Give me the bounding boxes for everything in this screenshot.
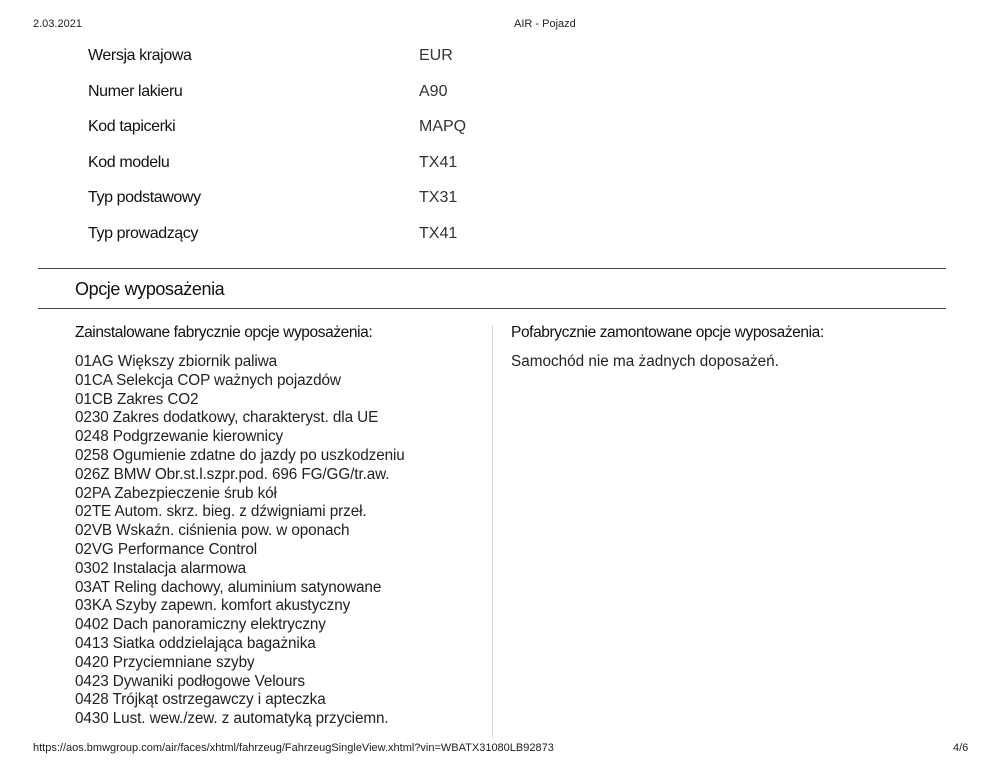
aftermarket-options-heading: Pofabrycznie zamontowane opcje wyposażenia: — [511, 324, 824, 341]
spec-value: TX41 — [419, 224, 458, 242]
spec-row-paint-number — [88, 74, 688, 110]
print-date: 2.03.2021 — [33, 18, 82, 30]
option-item: 0413 Siatka oddzielająca bagażnika — [75, 634, 316, 652]
factory-options-heading: Zainstalowane fabrycznie opcje wyposażenia: — [75, 324, 373, 341]
spec-row-base-type — [88, 180, 688, 216]
spec-value: MAPQ — [419, 118, 467, 136]
spec-label: Typ podstawowy — [88, 189, 201, 207]
option-item: 0423 Dywaniki podłogowe Velours — [75, 672, 305, 690]
option-item: 0402 Dach panoramiczny elektryczny — [75, 616, 326, 634]
section-title: Opcje wyposażenia — [75, 279, 225, 299]
aftermarket-options-column — [511, 323, 951, 372]
spec-value: A90 — [419, 82, 448, 100]
option-item: 0248 Podgrzewanie kierownicy — [75, 428, 284, 446]
section-divider-top — [38, 268, 946, 269]
spec-row-model-code — [88, 145, 688, 181]
option-item: 02VB Wskaźn. ciśnienia pow. w oponach — [75, 522, 350, 540]
spec-value: TX31 — [419, 189, 458, 207]
option-item: 0230 Zakres dodatkowy, charakteryst. dla UE — [75, 409, 379, 427]
section-divider-bottom — [38, 308, 946, 309]
option-item: 0430 Lust. wew./zew. z automatyką przyciemn. — [75, 710, 389, 728]
option-item: 0258 Ogumienie zdatne do jazdy po uszkodzeniu — [75, 446, 405, 464]
spec-value: EUR — [419, 47, 453, 64]
spec-label: Typ prowadzący — [88, 224, 199, 242]
option-item: 0420 Przyciemniane szyby — [75, 653, 255, 671]
option-item: 02PA Zabezpieczenie śrub kół — [75, 484, 277, 502]
option-item: 01CA Selekcja COP ważnych pojazdów — [75, 371, 341, 389]
option-item: 0302 Instalacja alarmowa — [75, 559, 247, 577]
spec-label: Kod tapicerki — [88, 118, 176, 136]
spec-row-upholstery-code — [88, 109, 688, 145]
option-item: 01CB Zakres CO2 — [75, 390, 199, 408]
spec-label: Wersja krajowa — [88, 47, 192, 64]
factory-options-column — [75, 323, 485, 729]
no-aftermarket-options-text: Samochód nie ma żadnych doposażeń. — [511, 353, 779, 370]
column-divider — [492, 325, 493, 737]
option-item: 03AT Reling dachowy, aluminium satynowane — [75, 578, 382, 596]
spec-row-country-version — [88, 38, 688, 74]
option-item: 01AG Większy zbiornik paliwa — [75, 353, 278, 370]
vehicle-spec-table — [88, 38, 688, 252]
factory-options-list — [75, 353, 485, 729]
option-item: 026Z BMW Obr.st.l.szpr.pod. 696 FG/GG/tr.aw. — [75, 465, 390, 483]
spec-row-leading-type — [88, 216, 688, 252]
spec-label: Kod modelu — [88, 153, 170, 171]
page-number: 4/6 — [953, 742, 969, 754]
option-item: 02TE Autom. skrz. bieg. z dźwigniami przeł. — [75, 503, 367, 521]
spec-value: TX41 — [419, 153, 458, 171]
spec-label: Numer lakieru — [88, 82, 183, 100]
option-item: 02VG Performance Control — [75, 540, 258, 558]
option-item: 0428 Trójkąt ostrzegawczy i apteczka — [75, 691, 326, 709]
option-item: 03KA Szyby zapewn. komfort akustyczny — [75, 597, 351, 615]
footer-url: https://aos.bmwgroup.com/air/faces/xhtml/fahrzeug/FahrzeugSingleView.xhtml?vin=WBATX31080LB92873 — [33, 742, 554, 754]
document-title: AIR - Pojazd — [514, 18, 576, 30]
